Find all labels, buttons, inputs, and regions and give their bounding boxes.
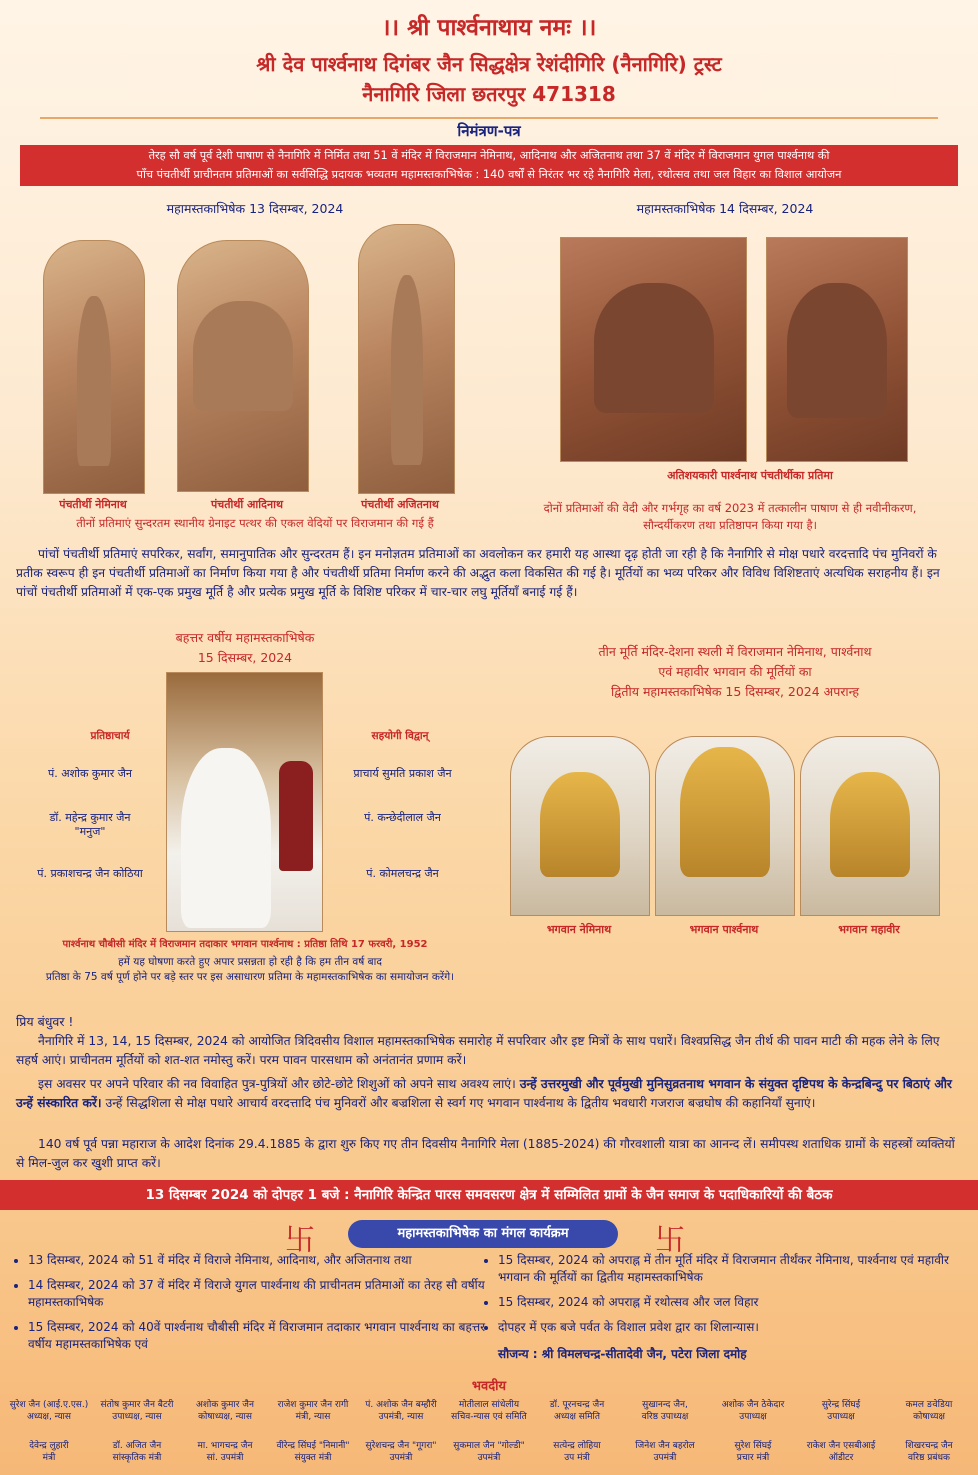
signatory: [269, 1399, 357, 1423]
tadakar-photo-caption: पार्श्वनाथ चौबीसी मंदिर में विराजमान तदाकार भगवान पार्श्वनाथ : प्रतिष्ठा तिथि 17 फरवरी, 1952: [62, 939, 428, 950]
signatory: [357, 1440, 445, 1464]
caption-neminath: पंचतीर्थी नेमिनाथ: [59, 498, 127, 511]
signatory: [709, 1440, 797, 1464]
intro-band: [20, 145, 958, 186]
program-right-list: [478, 1252, 978, 1344]
signatory-role: उप मंत्री: [564, 1453, 590, 1463]
signatory: [445, 1440, 533, 1464]
signatory-name: सुरेश सिंघई: [734, 1441, 772, 1451]
signatory-role: संयुक्त मंत्री: [294, 1453, 332, 1463]
section2-left-heading-1: बहत्तर वर्षीय महामस्तकाभिषेक: [175, 630, 315, 645]
intro-line-2: पाँच पंचतीर्थी प्राचीनतम प्रतिमाओं का सर्वसिद्धि प्रदायक भव्यतम महामस्तकाभिषेक : 140 वर्षों से निरंतर भर रहे नैनागिरि मेला, रथोत्सव तथा जल विहार का विशाल आयोजन: [136, 168, 842, 181]
list-item: • 15 दिसम्बर, 2024 को अपराह्न में रथोत्सव और जल विहार: [498, 1294, 978, 1311]
signatory-name: सुकमाल जैन "गोल्डी": [453, 1441, 525, 1451]
section1-paragraph: पांचों पंचतीर्थी प्रतिमाएं सपरिकर, सर्वांग, समानुपातिक और सुन्दरतम हैं। इन मनोज्ञतम प्रतिमाओं का अवलोकन कर हमारी यह आस्था दृढ़ होती जा रही है कि नैनागिरि से मोक्ष पधारे वरदत्तादि पंच मुनिवरों के प्रतीक स्वरूप ही इन पंचतीर्थी प्रतिमाओं का निर्माण किया गया है और पंचतीर्थी प्रतिमा निर्माण करने की अद्भुत कला विकसित की गई है। मूर्तियों का भव्य परिकर और विविध विशिष्टताएं अत्यधिक सराहनीय हैं। इन पांचों पंचतीर्थी प्रतिमाओं में एक-एक प्रमुख मूर्ति है और प्रत्येक प्रमुख मूर्ति के विशिष्ट परिकर में चार-चार लघु मूर्तियाँ बनाई गई हैं।: [16, 547, 940, 599]
section2-right-heading-2: एवं महावीर भगवान की मूर्तियों का: [658, 664, 812, 679]
signatory-name: सुरेन्द्र सिंघई: [821, 1400, 861, 1410]
signatory-name: डॉ. पूरनचन्द्र जैन: [549, 1400, 605, 1410]
signatory-name: अशोक जैन ठेकेदार: [721, 1400, 785, 1410]
signatory-name: राजेश कुमार जैन रागी: [277, 1400, 349, 1410]
section2-announcement: [5, 955, 495, 985]
swastika-icon: 卐: [285, 1223, 315, 1258]
signatory-role: अध्यक्ष समिति: [553, 1412, 601, 1422]
signatory: [181, 1399, 269, 1423]
signatory: [181, 1440, 269, 1464]
invitation-label: निमंत्रण-पत्र: [457, 122, 521, 140]
section1-right-heading: महामस्तकाभिषेक 14 दिसम्बर, 2024: [636, 201, 814, 216]
program-title: महामस्तकाभिषेक का मंगल कार्यक्रम: [348, 1220, 618, 1248]
section2-left-heading: [60, 628, 430, 668]
list-item: • 13 दिसम्बर, 2024 को 51 वें मंदिर में विराजे नेमिनाथ, आदिनाथ, और अजितनाथ तथा: [28, 1252, 498, 1269]
signatory-role: सां. उपमंत्री: [206, 1453, 244, 1463]
signatory-role: उपमंत्री: [477, 1453, 501, 1463]
signatory-name: सुरेश जैन (आई.ए.एस.): [9, 1400, 89, 1410]
meeting-band: 13 दिसम्बर 2024 को दोपहर 1 बजे : नैनागिरि केन्द्रित पारस समवसरण क्षेत्र में सम्मिलित ग्रामों के जैन समाज के पदाधिकारियों की बैठक: [0, 1180, 978, 1210]
mahavir-golden-idol-photo: [800, 736, 940, 916]
signatory: [797, 1440, 885, 1464]
signatory-name: पं. अशोक जैन बम्हौरी: [365, 1400, 437, 1410]
signatory-role: सचिव-न्यास एवं समिति: [451, 1412, 527, 1422]
list-item: • 15 दिसम्बर, 2024 को 40वें पार्श्वनाथ चौबीसी मंदिर में विराजमान तदाकार भगवान पार्श्वनाथ का बहत्तर वर्षीय महामस्तकाभिषेक एवं: [28, 1319, 498, 1353]
tadakar-parshvanath-photo: [166, 672, 323, 932]
signatory-name: मोतीलाल सांधेलीय: [458, 1400, 520, 1410]
salutation: प्रिय बंधुवर !: [16, 1014, 74, 1029]
parshvanath-idol-photo-1: [560, 237, 747, 462]
program-courtesy: सौजन्य : श्री विमलचन्द्र-सीतादेवी जैन, पटेरा जिला दमोह: [498, 1347, 747, 1361]
signatory-role: ऑडीटर: [828, 1453, 854, 1463]
signatory-role: सांस्कृतिक मंत्री: [112, 1453, 162, 1463]
letter-paragraph-1: नैनागिरि में 13, 14, 15 दिसम्बर, 2024 को आयोजित त्रिदिवसीय विशाल महामस्तकाभिषेक समारोह में सपरिवार और इष्ट मित्रों के साथ पधारें। विश्वप्रसिद्ध जैन तीर्थ की पावन माटी की महक लेने के लिए सहर्ष आएं। प्राचीनतम मूर्तियों को शत-शत नमोस्तु करें। परम पावन पारसधाम को अनंतानंत प्रणाम करें।: [16, 1034, 940, 1067]
pratishthacharya-label: प्रतिष्ठाचार्य: [90, 730, 130, 742]
signatory-name: राकेश जैन एसबीआई: [806, 1441, 876, 1451]
trust-address: नैनागिरि जिला छतरपुर 471318: [362, 82, 616, 106]
signatory: [5, 1440, 93, 1464]
signatory-role: उपाध्यक्ष: [827, 1412, 855, 1422]
signatory: [621, 1440, 709, 1464]
signatory-name: सुखानन्द जैन,: [642, 1400, 688, 1410]
intro-line-1: तेरह सौ वर्ष पूर्व देशी पाषाण से नैनागिरि में निर्मित तथा 51 वें मंदिर में विराजमान नेमिनाथ, आदिनाथ और अजितनाथ तथा 37 वें मंदिर में विराजमान युगल पार्श्वनाथ की: [148, 149, 830, 162]
ajitnath-idol-photo: [358, 224, 455, 494]
section1-left-heading: महामस्तकाभिषेक 13 दिसम्बर, 2024: [166, 201, 344, 216]
signatory-role: उपमंत्री, न्यास: [378, 1412, 424, 1422]
section1-left-note: तीनों प्रतिमाएं सुन्दरतम स्थानीय ग्रेनाइट पत्थर की एकल वेदियों पर विराजमान की गई हैं: [76, 516, 434, 530]
signatory-role: कोषाध्यक्ष: [913, 1412, 945, 1422]
signatory: [269, 1440, 357, 1464]
letter-paragraph-2: [16, 1075, 964, 1113]
signatory-role: मंत्री, न्यास: [295, 1412, 331, 1422]
signatory-role: उपमंत्री: [653, 1453, 677, 1463]
signatory-name: जिनेश जैन बहरोल: [635, 1441, 695, 1451]
signatory-name: सुरेशचन्द्र जैन "गूगरा": [365, 1441, 437, 1451]
signatory-role: उपाध्यक्ष, न्यास: [112, 1412, 162, 1422]
caption-bhagwan-neminath: भगवान नेमिनाथ: [546, 923, 612, 936]
signatory: [93, 1440, 181, 1464]
signatory-name: कमल ङवेडिया: [905, 1400, 953, 1410]
signatory: [797, 1399, 885, 1423]
signatory-name: वीरेन्द्र सिंघई "निमानी": [276, 1441, 350, 1451]
list-item: • दोपहर में एक बजे पर्वत के विशाल प्रवेश द्वार का शिलान्यास।: [498, 1319, 978, 1336]
letter-paragraph-3: 140 वर्ष पूर्व पन्ना महाराज के आदेश दिनांक 29.4.1885 के द्वारा शुरु किए गए तीन दिवसीय नैनागिरि मेला (1885-2024) की गौरवशाली यात्रा का आनन्द लें। समीपस्थ शताधिक ग्रामों के सहस्त्रों व्यक्तियों से मिल-जुल कर खुशी प्राप्त करें।: [16, 1137, 955, 1170]
header-divider: [40, 117, 938, 119]
section1-right-note-2: सौन्दर्यीकरण तथा प्रतिष्ठापन किया गया है।: [643, 518, 817, 532]
signatory: [885, 1399, 973, 1423]
signatory: [709, 1399, 797, 1423]
signatory-role: अध्यक्ष, न्यास: [27, 1412, 71, 1422]
letter-p2-emphasis: उन्हें उत्तरमुखी और पूर्वमुखी मुनिसुव्रतनाथ भगवान के संयुक्त दृष्टिपथ के केन्द्रबिन्दु पर बिठाएं और उन्हें संस्कारित करें।: [16, 1077, 952, 1110]
list-item: • 15 दिसम्बर, 2024 को अपराह्न में तीन मूर्ति मंदिर में विराजमान तीर्थंकर नेमिनाथ, पार्श्वनाथ एवं महावीर भगवान की मूर्तियों का द्वितीय महामस्तकाभिषेक: [498, 1252, 978, 1286]
signatory: [621, 1399, 709, 1423]
signatory-role: वरिष्ठ उपाध्यक्ष: [641, 1412, 689, 1422]
section2-right-heading-1: तीन मूर्ति मंदिर-देशना स्थली में विराजमान नेमिनाथ, पार्श्वनाथ: [598, 644, 872, 659]
section1-right-note: [495, 500, 965, 534]
swastika-icon: 卐: [655, 1223, 685, 1258]
trust-name: श्री देव पार्श्वनाथ दिगंबर जैन सिद्धक्षेत्र रेशंदीगिरि (नैनागिरि) ट्रस्ट: [256, 52, 722, 76]
signatory-role: प्रचार मंत्री: [736, 1453, 770, 1463]
signatory: [533, 1440, 621, 1464]
signatory: [533, 1399, 621, 1423]
section1-right-note-1: दोनों प्रतिमाओं की वेदी और गर्भगृह का वर्ष 2023 में तत्कालीन पाषाण से ही नवीनीकरण,: [543, 501, 917, 515]
signatory-name: अशोक कुमार जैन: [196, 1400, 254, 1410]
vidwan-1: प्राचार्य सुमति प्रकाश जैन: [353, 767, 452, 780]
pratishthacharya-1: पं. अशोक कुमार जैन: [47, 767, 133, 780]
parshvanath-golden-idol-photo: [655, 736, 795, 916]
adinath-idol-photo: [177, 240, 309, 492]
announcement-line-1: हमें यह घोषणा करते हुए अपार प्रसन्नता हो रही है कि हम तीन वर्ष बाद: [118, 956, 382, 968]
neminath-idol-photo: [43, 240, 145, 494]
signatory-name: डॉ. अजित जैन: [112, 1441, 162, 1451]
announcement-line-2: प्रतिष्ठा के 75 वर्ष पूर्ण होने पर बड़े स्तर पर इस असाधारण प्रतिमा के महामस्तकाभिषेक का समायोजन करेंगे।: [45, 971, 455, 983]
section2-right-heading: [500, 642, 970, 702]
vidwan-3: पं. कोमलचन्द्र जैन: [366, 867, 439, 880]
section2-right-heading-3: द्वितीय महामस्तकाभिषेक 15 दिसम्बर, 2024 अपरान्ह: [610, 684, 860, 699]
signatory-role: उपमंत्री: [389, 1453, 413, 1463]
signatory-name: मा. भागचन्द्र जैन: [197, 1441, 253, 1451]
caption-bhagwan-parshvanath: भगवान पार्श्वनाथ: [689, 923, 759, 936]
vidwan-2: पं. कन्छेदीलाल जैन: [364, 811, 441, 824]
caption-bhagwan-mahavir: भगवान महावीर: [838, 923, 900, 936]
caption-ajitnath: पंचतीर्थी अजितनाथ: [361, 498, 439, 511]
parshvanath-idol-photo-2: [766, 237, 908, 462]
section2-left-heading-2: 15 दिसम्बर, 2024: [197, 650, 293, 665]
signatory: [885, 1440, 973, 1464]
letter-p2-intro: इस अवसर पर अपने परिवार की नव विवाहित पुत्र-पुत्रियों और छोटे-छोटे शिशुओं को अपने साथ अवश्य लाएं।: [38, 1077, 520, 1091]
vidwan-label: सहयोगी विद्वान्: [371, 730, 429, 742]
signatory: [357, 1399, 445, 1423]
program-left-list: [0, 1252, 498, 1361]
caption-adinath: पंचतीर्थी आदिनाथ: [211, 498, 283, 511]
invocation: ।। श्री पार्श्वनाथाय नमः ।।: [381, 15, 597, 41]
signatory-name: सत्येन्द्र लोहिया: [553, 1441, 601, 1451]
pratishthacharya-2: डॉ. महेन्द्र कुमार जैन: [49, 811, 131, 824]
list-item: • 14 दिसम्बर, 2024 को 37 वें मंदिर में विराजे युगल पार्श्वनाथ की प्राचीनतम प्रतिमाओं का तेरह सौ वर्षीय महामस्तकाभिषेक: [28, 1277, 498, 1311]
signatories-title: भवदीय: [471, 1379, 507, 1394]
signatory-role: मंत्री: [42, 1453, 56, 1463]
pratishthacharya-3: पं. प्रकाशचन्द्र जैन कोठिया: [37, 867, 143, 880]
signatory-name: शिखरचन्द्र जैन: [905, 1441, 953, 1451]
pratishthacharya-2-alias: "मनुज": [74, 825, 106, 838]
letter-p2-end: उन्हें सिद्धशिला से मोक्ष पधारे आचार्य वरदत्तादि पंच मुनिवरों और बज्रशिला से स्वर्ग गए भगवान पार्श्वनाथ के द्वितीय भवधारी गजराज बज्रघोष की कहानियाँ सुनाएं।: [101, 1096, 816, 1110]
signatory-role: कोषाध्यक्ष, न्यास: [198, 1412, 252, 1422]
signatory-name: देवेन्द्र लुहारी: [29, 1441, 69, 1451]
neminath-golden-idol-photo: [510, 736, 650, 916]
signatory-role: उपाध्यक्ष: [739, 1412, 767, 1422]
signatory-name: संतोष कुमार जैन बैटरी: [100, 1400, 174, 1410]
signatory: [93, 1399, 181, 1423]
section1-right-caption: अतिशयकारी पार्श्वनाथ पंचतीर्थीका प्रतिमा: [667, 469, 833, 482]
signatory-role: वरिष्ठ प्रबंधक: [908, 1453, 950, 1463]
signatory: [5, 1399, 93, 1423]
signatory: [445, 1399, 533, 1423]
